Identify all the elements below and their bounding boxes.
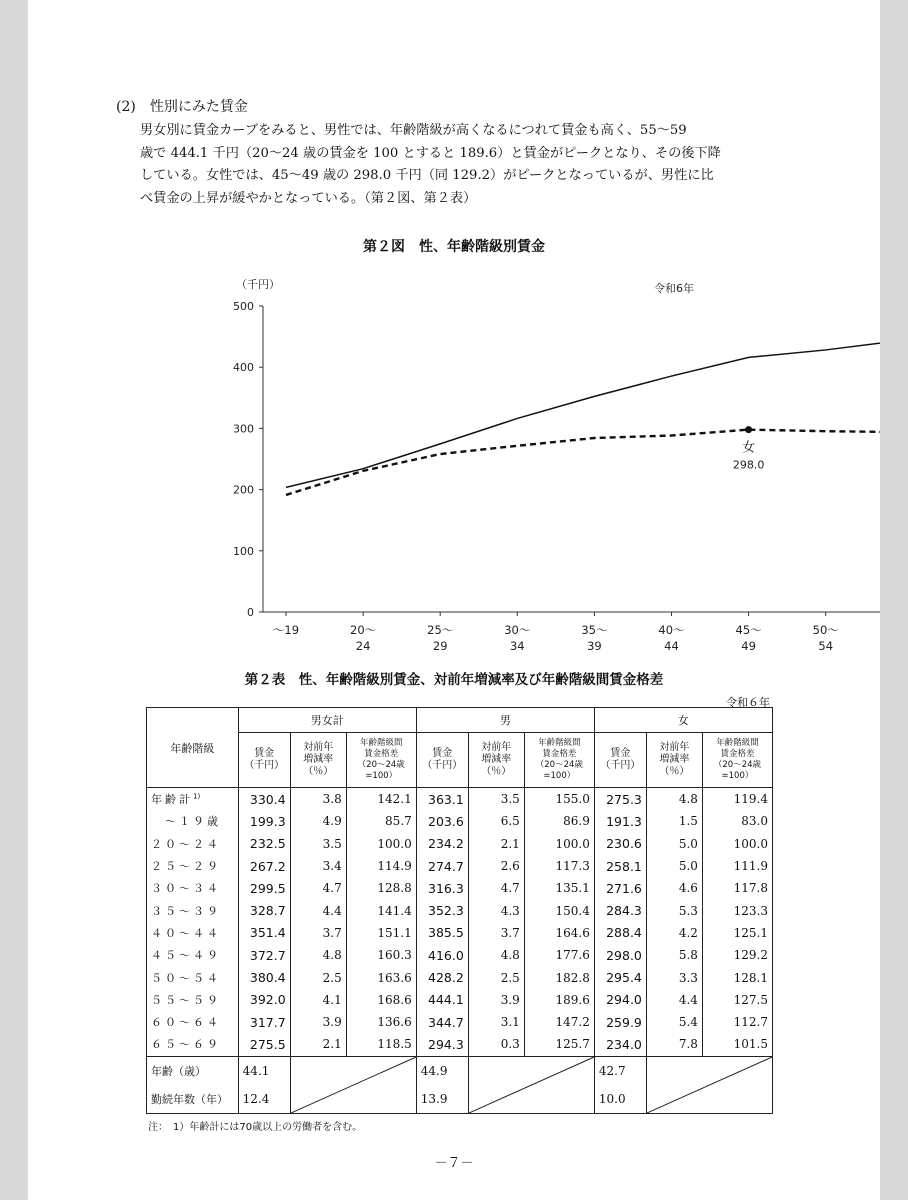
row-label-text: ３０～３４	[151, 882, 221, 896]
footer-cell: 13.9	[416, 1085, 468, 1114]
row-label	[147, 944, 239, 966]
row-label-text: ～１９歳	[151, 815, 221, 829]
table-cell: 299.5	[238, 877, 290, 899]
table-cell: 203.6	[416, 810, 468, 832]
sub-header-line: （％）	[481, 766, 512, 777]
table-cell: 4.4	[290, 899, 346, 921]
table-cell: 232.5	[238, 833, 290, 855]
x-tick-label: 35～	[581, 623, 608, 637]
table-cell: 128.8	[346, 877, 416, 899]
row-label	[147, 877, 239, 899]
table-cell: 129.2	[702, 944, 772, 966]
table-cell: 416.0	[416, 944, 468, 966]
x-tick-label: 54	[818, 639, 834, 653]
x-tick-label: 49	[741, 639, 756, 653]
row-label-text: ４５～４９	[151, 949, 221, 963]
series-name-label: 女	[742, 440, 756, 456]
table-cell: 234.2	[416, 833, 468, 855]
table-cell: 136.6	[346, 1011, 416, 1033]
table-cell: 163.6	[346, 966, 416, 988]
sub-header-line: （千円）	[244, 760, 285, 771]
sub-header-rate	[290, 733, 346, 788]
right-margin	[880, 0, 908, 1200]
row-label	[147, 966, 239, 988]
x-tick-label: 34	[509, 639, 525, 653]
table-cell: 2.6	[468, 855, 524, 877]
table-row	[147, 1033, 773, 1056]
table-cell: 444.1	[416, 989, 468, 1011]
footer-row	[147, 1056, 773, 1085]
sub-header-line: 対前年	[659, 742, 690, 753]
sub-header-wage	[416, 733, 468, 788]
table-cell: 4.7	[468, 877, 524, 899]
table-cell: 294.3	[416, 1033, 468, 1056]
x-tick-label: 20～	[350, 623, 377, 637]
document-page[interactable]	[28, 0, 880, 1200]
sub-header-line: =100）	[365, 771, 398, 781]
table-cell: 230.6	[594, 833, 646, 855]
table-cell: 141.4	[346, 899, 416, 921]
x-tick-label: 45～	[735, 623, 762, 637]
sub-header-line: 賃金	[254, 748, 275, 759]
row-label-text: ５０～５４	[151, 971, 221, 985]
y-tick-label: 200	[233, 483, 254, 497]
sub-header-line: 賃金	[610, 748, 631, 759]
table-cell: 2.5	[290, 966, 346, 988]
table-cell: 295.4	[594, 966, 646, 988]
table-cell: 275.3	[594, 788, 646, 811]
row-label-text: ３５～３９	[151, 904, 221, 918]
sub-header-line: 増減率	[303, 754, 334, 765]
table-cell: 127.5	[702, 989, 772, 1011]
table-cell: 428.2	[416, 966, 468, 988]
sub-header-wage	[594, 733, 646, 788]
row-label	[147, 833, 239, 855]
year-note: 令和6年	[654, 282, 694, 295]
y-tick-label: 400	[233, 361, 254, 375]
diagonal-blank-cell	[290, 1056, 416, 1113]
table-title: 第２表 性、年齢階級別賃金、対前年増減率及び年齢階級間賃金格差	[244, 672, 664, 688]
table-cell: 100.0	[702, 833, 772, 855]
table-cell: 3.5	[468, 788, 524, 811]
table-row	[147, 877, 773, 899]
table-row	[147, 810, 773, 832]
sub-header-line: 増減率	[659, 754, 690, 765]
table-cell: 328.7	[238, 899, 290, 921]
series-line-male	[286, 340, 880, 487]
table-cell: 352.3	[416, 899, 468, 921]
diagonal-blank-cell	[646, 1056, 772, 1113]
table-cell: 147.2	[524, 1011, 594, 1033]
row-label-text: ２５～２９	[151, 860, 221, 874]
x-tick-label: 44	[664, 639, 679, 653]
table-cell: 2.1	[468, 833, 524, 855]
table-cell: 275.5	[238, 1033, 290, 1056]
table-cell: 234.0	[594, 1033, 646, 1056]
corner-header: 年齢階級	[147, 708, 239, 788]
table-cell: 3.7	[290, 922, 346, 944]
group-header-female: 女	[594, 708, 772, 733]
table-cell: 164.6	[524, 922, 594, 944]
table-cell: 85.7	[346, 810, 416, 832]
y-tick-label: 100	[233, 544, 254, 558]
table-cell: 267.2	[238, 855, 290, 877]
table-cell: 2.1	[290, 1033, 346, 1056]
table-cell: 0.3	[468, 1033, 524, 1056]
table-row	[147, 788, 773, 811]
section-heading: (2) 性別にみた賃金	[116, 99, 248, 115]
group-header-male: 男	[416, 708, 594, 733]
footer-cell: 44.9	[416, 1056, 468, 1085]
table-cell: 3.4	[290, 855, 346, 877]
wage-line-chart	[28, 0, 880, 665]
peak-marker-female	[745, 426, 752, 433]
sub-header-line: （千円）	[600, 760, 641, 771]
table-cell: 380.4	[238, 966, 290, 988]
table-cell: 100.0	[346, 833, 416, 855]
table-cell: 3.8	[290, 788, 346, 811]
x-tick-label: 25～	[427, 623, 454, 637]
figure-title: 第２図 性、年齢階級別賃金	[363, 239, 545, 255]
table-row	[147, 1011, 773, 1033]
table-cell: 4.9	[290, 810, 346, 832]
sub-header-line: 賃金格差	[364, 749, 399, 759]
table-cell: 372.7	[238, 944, 290, 966]
row-label	[147, 810, 239, 832]
sub-header-wage	[238, 733, 290, 788]
row-label-text: 年齢計	[151, 793, 193, 807]
sub-header-line: （20～24歳	[357, 760, 405, 770]
table-cell: 189.6	[524, 989, 594, 1011]
row-label	[147, 989, 239, 1011]
table-cell: 119.4	[702, 788, 772, 811]
row-label	[147, 922, 239, 944]
table-cell: 182.8	[524, 966, 594, 988]
table-cell: 135.1	[524, 877, 594, 899]
table-cell: 5.8	[646, 944, 702, 966]
sub-header-line: （％）	[659, 766, 690, 777]
row-label	[147, 1033, 239, 1056]
sub-header-rate	[468, 733, 524, 788]
table-cell: 5.0	[646, 833, 702, 855]
table-cell: 4.4	[646, 989, 702, 1011]
sub-header-line: 賃金格差	[542, 749, 577, 759]
row-label-footnote-mark: 1)	[193, 792, 201, 801]
table-cell: 3.3	[646, 966, 702, 988]
x-tick-label: 30～	[504, 623, 531, 637]
row-label-text: ４０～４４	[151, 926, 221, 940]
table-cell: 4.7	[290, 877, 346, 899]
diagonal-blank-cell	[468, 1056, 594, 1113]
table-cell: 4.8	[290, 944, 346, 966]
table-cell: 298.0	[594, 944, 646, 966]
row-label-text: ２０～２４	[151, 837, 221, 851]
x-tick-label: 50～	[812, 623, 839, 637]
table-cell: 4.6	[646, 877, 702, 899]
table-cell: 4.8	[646, 788, 702, 811]
sub-header-line: （％）	[303, 766, 334, 777]
peak-value-label: 298.0	[732, 458, 765, 472]
row-label	[147, 1011, 239, 1033]
paragraph-line: 男女別に賃金カーブをみると、男性では、年齢階級が高くなるにつれて賃金も高く、55～59	[140, 123, 687, 138]
footer-cell: 44.1	[238, 1056, 290, 1085]
sub-header-gap	[702, 733, 772, 788]
sub-header-line: 増減率	[481, 754, 512, 765]
sub-header-rate	[646, 733, 702, 788]
paragraph-line: べ賃金の上昇が緩やかとなっている。（第２図、第２表）	[140, 190, 477, 206]
table-cell: 86.9	[524, 810, 594, 832]
table-cell: 177.6	[524, 944, 594, 966]
table-cell: 5.3	[646, 899, 702, 921]
row-label	[147, 788, 239, 811]
left-margin	[0, 0, 28, 1200]
sub-header-line: （千円）	[422, 760, 463, 771]
table-cell: 288.4	[594, 922, 646, 944]
table-cell: 125.1	[702, 922, 772, 944]
y-tick-label: 0	[247, 606, 254, 619]
row-label-text: ６５～６９	[151, 1038, 221, 1052]
table-cell: 142.1	[346, 788, 416, 811]
y-tick-label: 500	[233, 300, 254, 313]
table-cell: 259.9	[594, 1011, 646, 1033]
sub-header-gap	[346, 733, 416, 788]
table-cell: 4.2	[646, 922, 702, 944]
table-footnote: 注： 1）年齢計には70歳以上の労働者を含む。	[148, 1122, 363, 1133]
x-tick-label: 40～	[658, 623, 685, 637]
table-cell: 101.5	[702, 1033, 772, 1056]
sub-header-gap	[524, 733, 594, 788]
table-cell: 123.3	[702, 899, 772, 921]
sub-header-line: 賃金	[432, 748, 453, 759]
table-cell: 4.8	[468, 944, 524, 966]
table-cell: 3.9	[290, 1011, 346, 1033]
sub-header-line: 年齢階級間	[359, 738, 403, 748]
x-tick-label: ～19	[272, 623, 300, 637]
table-cell: 5.0	[646, 855, 702, 877]
paragraph-line: している。女性では、45～49 歳の 298.0 千円（同 129.2）がピークとなっているが、男性に比	[140, 168, 714, 183]
table-cell: 83.0	[702, 810, 772, 832]
table-cell: 1.5	[646, 810, 702, 832]
table-cell: 117.3	[524, 855, 594, 877]
footer-cell: 12.4	[238, 1085, 290, 1114]
row-label-text: ６０～６４	[151, 1016, 221, 1030]
table-cell: 7.8	[646, 1033, 702, 1056]
sub-header-line: 賃金格差	[720, 749, 755, 759]
table-row	[147, 966, 773, 988]
table-cell: 274.7	[416, 855, 468, 877]
table-cell: 330.4	[238, 788, 290, 811]
footer-cell: 10.0	[594, 1085, 646, 1114]
table-cell: 363.1	[416, 788, 468, 811]
sub-header-line: =100）	[543, 771, 576, 781]
table-cell: 3.1	[468, 1011, 524, 1033]
table-cell: 3.9	[468, 989, 524, 1011]
group-header-total: 男女計	[238, 708, 416, 733]
table-row	[147, 922, 773, 944]
table-cell: 160.3	[346, 944, 416, 966]
row-label	[147, 855, 239, 877]
table-cell: 112.7	[702, 1011, 772, 1033]
table-cell: 316.3	[416, 877, 468, 899]
table-cell: 111.9	[702, 855, 772, 877]
sub-header-line: 年齢階級間	[716, 738, 759, 748]
page-number: －７－	[434, 1156, 474, 1171]
y-unit-label: （千円）	[236, 278, 280, 291]
table-cell: 344.7	[416, 1011, 468, 1033]
x-tick-label: 39	[587, 639, 602, 653]
table-cell: 317.7	[238, 1011, 290, 1033]
table-cell: 385.5	[416, 922, 468, 944]
sub-header-line: 対前年	[481, 742, 512, 753]
table-cell: 392.0	[238, 989, 290, 1011]
table-cell: 199.3	[238, 810, 290, 832]
table-cell: 114.9	[346, 855, 416, 877]
row-label	[147, 899, 239, 921]
x-tick-label: 29	[432, 639, 448, 653]
table-cell: 125.7	[524, 1033, 594, 1056]
y-tick-label: 300	[233, 422, 254, 436]
series-line-female	[286, 430, 880, 495]
table-year-note: 令和６年	[726, 696, 770, 709]
table-cell: 2.5	[468, 966, 524, 988]
paragraph-line: 歳で 444.1 千円（20～24 歳の賃金を 100 とすると 189.6）と賃金がピークとなり、その後下降	[140, 145, 721, 161]
table-row	[147, 855, 773, 877]
table-row	[147, 833, 773, 855]
table-row	[147, 944, 773, 966]
sub-header-line: =100）	[721, 771, 754, 781]
footer-row-label: 勤続年数（年）	[147, 1085, 239, 1114]
table-cell: 4.1	[290, 989, 346, 1011]
table-cell: 3.5	[290, 833, 346, 855]
x-tick-label: 24	[355, 639, 371, 653]
table-cell: 6.5	[468, 810, 524, 832]
sub-header-line: 対前年	[303, 742, 334, 753]
table-cell: 168.6	[346, 989, 416, 1011]
table-cell: 151.1	[346, 922, 416, 944]
table-row	[147, 989, 773, 1011]
table-cell: 128.1	[702, 966, 772, 988]
table-cell: 4.3	[468, 899, 524, 921]
table-cell: 284.3	[594, 899, 646, 921]
table-cell: 100.0	[524, 833, 594, 855]
table-cell: 191.3	[594, 810, 646, 832]
row-label-text: ５５～５９	[151, 993, 221, 1007]
table-cell: 118.5	[346, 1033, 416, 1056]
footer-row-label: 年齢（歳）	[147, 1056, 239, 1085]
wage-table	[146, 707, 773, 1114]
table-cell: 271.6	[594, 877, 646, 899]
table-cell: 150.4	[524, 899, 594, 921]
table-cell: 294.0	[594, 989, 646, 1011]
footer-cell: 42.7	[594, 1056, 646, 1085]
table-cell: 351.4	[238, 922, 290, 944]
sub-header-line: （20～24歳	[535, 760, 583, 770]
sub-header-line: 年齢階級間	[538, 738, 581, 748]
table-cell: 3.7	[468, 922, 524, 944]
table-cell: 155.0	[524, 788, 594, 811]
table-cell: 5.4	[646, 1011, 702, 1033]
table-row	[147, 899, 773, 921]
table-cell: 258.1	[594, 855, 646, 877]
sub-header-line: （20～24歳	[713, 760, 762, 770]
table-cell: 117.8	[702, 877, 772, 899]
